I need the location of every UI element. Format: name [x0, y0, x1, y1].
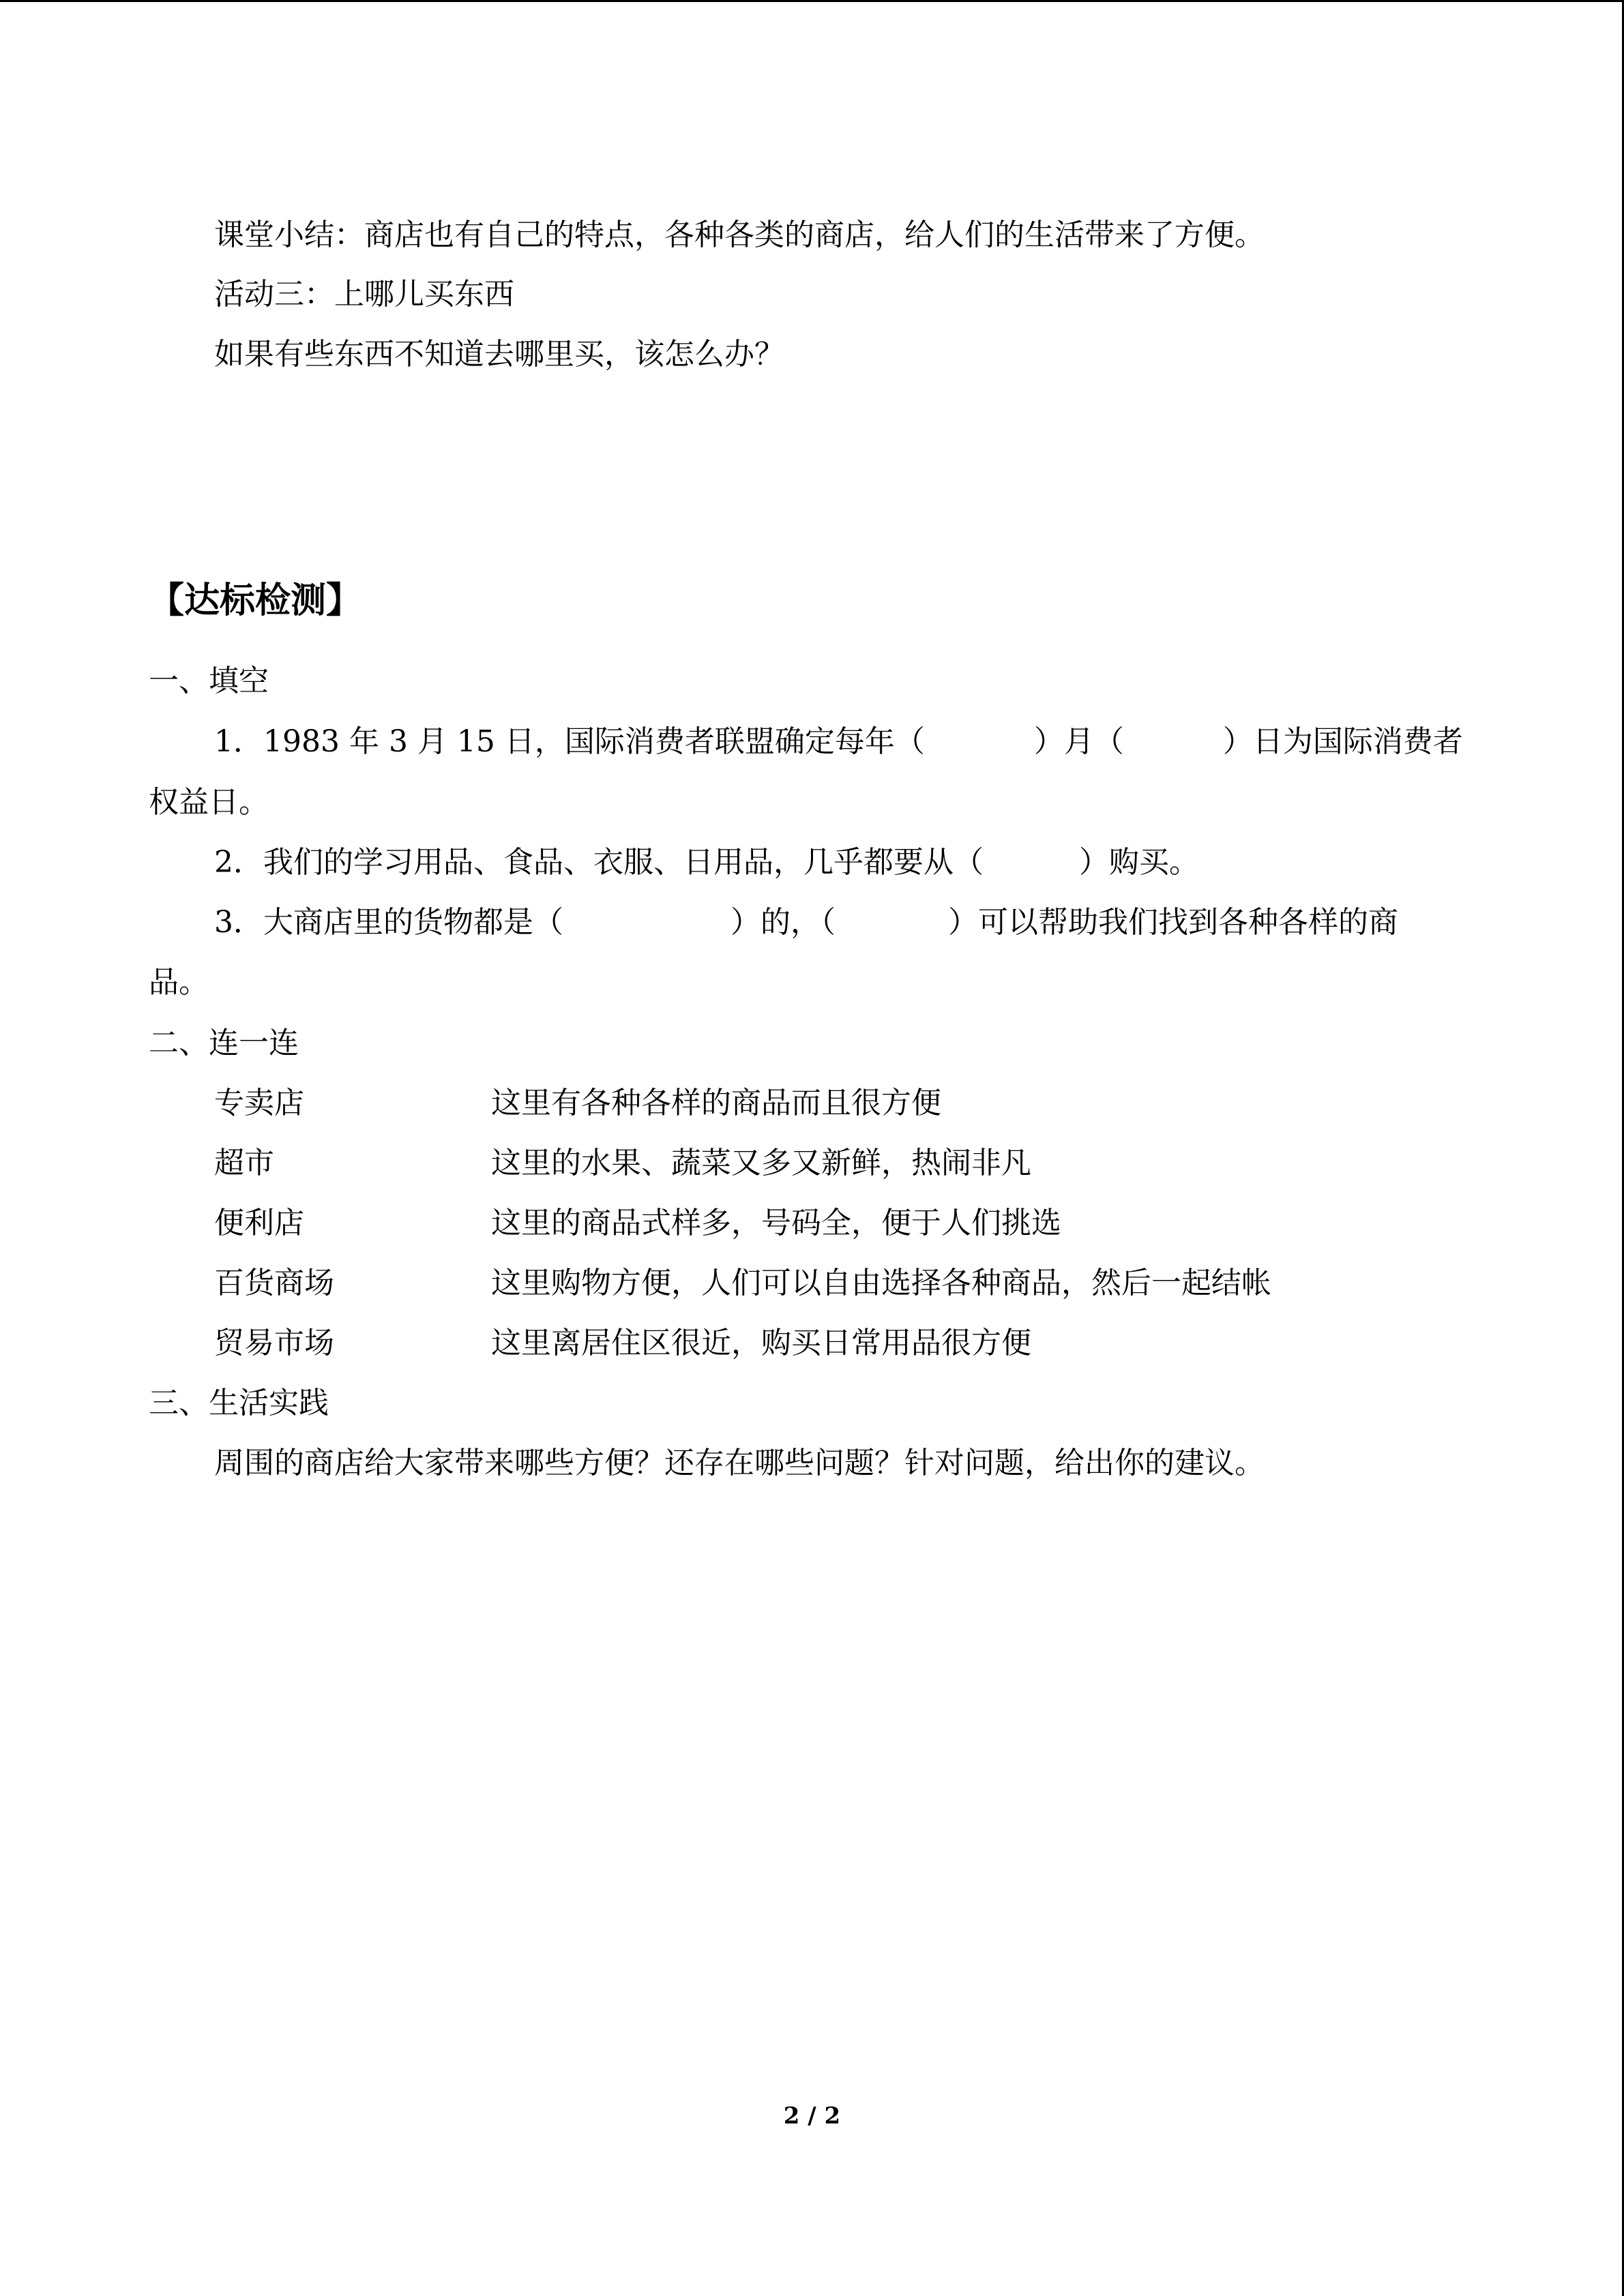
matching-right-item: 这里离居住区很近，购买日常用品很方便 — [491, 1326, 1031, 1360]
question-3-part-a: 3．大商店里的货物都是（ — [214, 905, 563, 940]
question-1-continuation: 权益日。 — [149, 785, 269, 820]
question-1-part-a: 1．1983 年 3 月 15 日，国际消费者联盟确定每年（ — [214, 724, 925, 759]
class-summary: 课堂小结：商店也有自己的特点，各种各类的商店，给人们的生活带来了方便。 — [214, 218, 1265, 252]
matching-left-item: 专卖店 — [214, 1086, 304, 1120]
matching-right-item: 这里有各种各样的商品而且很方便 — [491, 1086, 941, 1120]
section-fill-blank-title: 一、填空 — [149, 664, 269, 698]
matching-row — [0, 1083, 1624, 1124]
matching-row — [0, 1323, 1624, 1364]
practice-question: 周围的商店给大家带来哪些方便？还存在哪些问题？针对问题，给出你的建议。 — [214, 1446, 1265, 1480]
question-1-part-b: ）月（ — [1033, 724, 1124, 759]
question-3-part-c: ）可以帮助我们找到各种各样的商 — [948, 905, 1398, 940]
matching-row — [0, 1143, 1624, 1184]
question-3 — [214, 902, 1398, 943]
matching-row — [0, 1263, 1624, 1304]
section-practice-title: 三、生活实践 — [149, 1386, 329, 1420]
matching-right-item: 这里的商品式样多，号码全，便于人们挑选 — [491, 1206, 1061, 1240]
page-number: 2 / 2 — [783, 2102, 841, 2130]
matching-left-item: 贸易市场 — [214, 1326, 334, 1360]
question-1 — [214, 721, 1463, 762]
section-matching-title: 二、连一连 — [149, 1026, 299, 1060]
matching-left-item: 便利店 — [214, 1206, 304, 1240]
matching-left-item: 超市 — [214, 1146, 274, 1180]
question-2-part-b: ）购买。 — [1079, 845, 1199, 880]
matching-left-item: 百货商场 — [214, 1266, 334, 1300]
activity-three-question: 如果有些东西不知道去哪里买，该怎么办？ — [214, 337, 784, 372]
question-2-part-a: 2．我们的学习用品、食品、衣服、日用品，几乎都要从（ — [214, 845, 984, 880]
test-heading: 【达标检测】 — [149, 580, 362, 621]
matching-right-item: 这里购物方便，人们可以自由选择各种商品，然后一起结帐 — [491, 1266, 1271, 1300]
question-3-continuation: 品。 — [149, 965, 209, 1000]
question-1-part-c: ）日为国际消费者 — [1222, 724, 1463, 759]
matching-row — [0, 1203, 1624, 1244]
question-3-part-b: ）的，（ — [730, 905, 836, 940]
matching-right-item: 这里的水果、蔬菜又多又新鲜，热闹非凡 — [491, 1146, 1031, 1180]
activity-three-title: 活动三：上哪儿买东西 — [214, 277, 514, 312]
question-2 — [214, 842, 1199, 883]
